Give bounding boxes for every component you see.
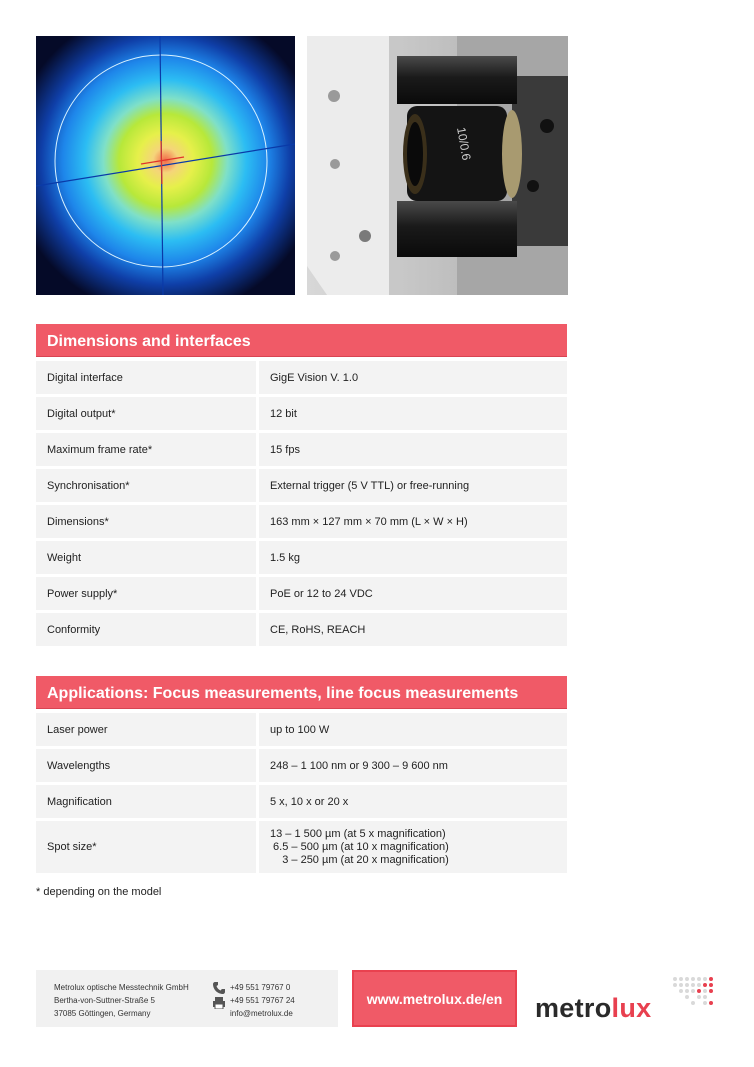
row-value: External trigger (5 V TTL) or free-running (259, 469, 567, 502)
table-row (36, 541, 567, 574)
row-value: 12 bit (259, 397, 567, 430)
email-link[interactable]: info@metrolux.de (230, 1009, 293, 1018)
row-label: Digital interface (36, 361, 256, 394)
table-row (36, 397, 567, 430)
row-label: Spot size* (36, 821, 256, 873)
footnote: * depending on the model (36, 886, 162, 898)
table-row (36, 713, 567, 746)
street-address: Bertha-von-Suttner-Straße 5 (54, 996, 155, 1005)
row-value: PoE or 12 to 24 VDC (259, 577, 567, 610)
row-value: up to 100 W (259, 713, 567, 746)
row-label: Wavelengths (36, 749, 256, 782)
row-label: Power supply* (36, 577, 256, 610)
row-label: Laser power (36, 713, 256, 746)
city-address: 37085 Göttingen, Germany (54, 1009, 151, 1018)
row-label: Weight (36, 541, 256, 574)
beam-profile-image (36, 36, 295, 295)
spot-size-line: 3 – 250 µm (at 20 x magnification) (270, 853, 449, 866)
row-value: 163 mm × 127 mm × 70 mm (L × W × H) (259, 505, 567, 538)
row-value: 1.5 kg (259, 541, 567, 574)
fax-icon (212, 997, 226, 1009)
row-label: Conformity (36, 613, 256, 646)
website-link[interactable]: www.metrolux.de/en (352, 970, 517, 1027)
logo-text-metro: metro (535, 993, 612, 1023)
row-value: 15 fps (259, 433, 567, 466)
row-label: Magnification (36, 785, 256, 818)
logo-text-lux: lux (611, 993, 652, 1023)
section-title-applications: Applications: Focus measurements, line focus measurements (36, 676, 567, 709)
row-label: Synchronisation* (36, 469, 256, 502)
spot-size-line: 13 – 1 500 µm (at 5 x magnification) (270, 827, 446, 840)
row-value: GigE Vision V. 1.0 (259, 361, 567, 394)
row-value (259, 821, 567, 873)
row-value: CE, RoHS, REACH (259, 613, 567, 646)
phone-number[interactable]: +49 551 79767 0 (230, 983, 291, 992)
table-row (36, 361, 567, 394)
table-row (36, 613, 567, 646)
contact-details (230, 981, 295, 1020)
row-value: 248 – 1 100 nm or 9 300 – 9 600 nm (259, 749, 567, 782)
row-label: Dimensions* (36, 505, 256, 538)
metrolux-logo (533, 976, 718, 1026)
table-row (36, 469, 567, 502)
logo-wordmark (535, 993, 651, 1024)
row-value: 5 x, 10 x or 20 x (259, 785, 567, 818)
company-name: Metrolux optische Messtechnik GmbH (54, 983, 189, 992)
camera-device-photo (307, 36, 568, 295)
table-row (36, 577, 567, 610)
contact-icons (212, 981, 226, 1009)
address (54, 981, 189, 1020)
phone-icon (212, 981, 226, 995)
fax-number: +49 551 79767 24 (230, 996, 295, 1005)
table-row (36, 505, 567, 538)
row-label: Maximum frame rate* (36, 433, 256, 466)
spot-size-line: 6.5 – 500 µm (at 10 x magnification) (270, 840, 449, 853)
table-row (36, 433, 567, 466)
table-row (36, 749, 567, 782)
lens-marking-text: 10/0.6 (454, 126, 474, 162)
table-row (36, 785, 567, 818)
row-label: Digital output* (36, 397, 256, 430)
section-title-dimensions: Dimensions and interfaces (36, 324, 567, 357)
contact-box (36, 970, 338, 1027)
table-row (36, 821, 567, 873)
